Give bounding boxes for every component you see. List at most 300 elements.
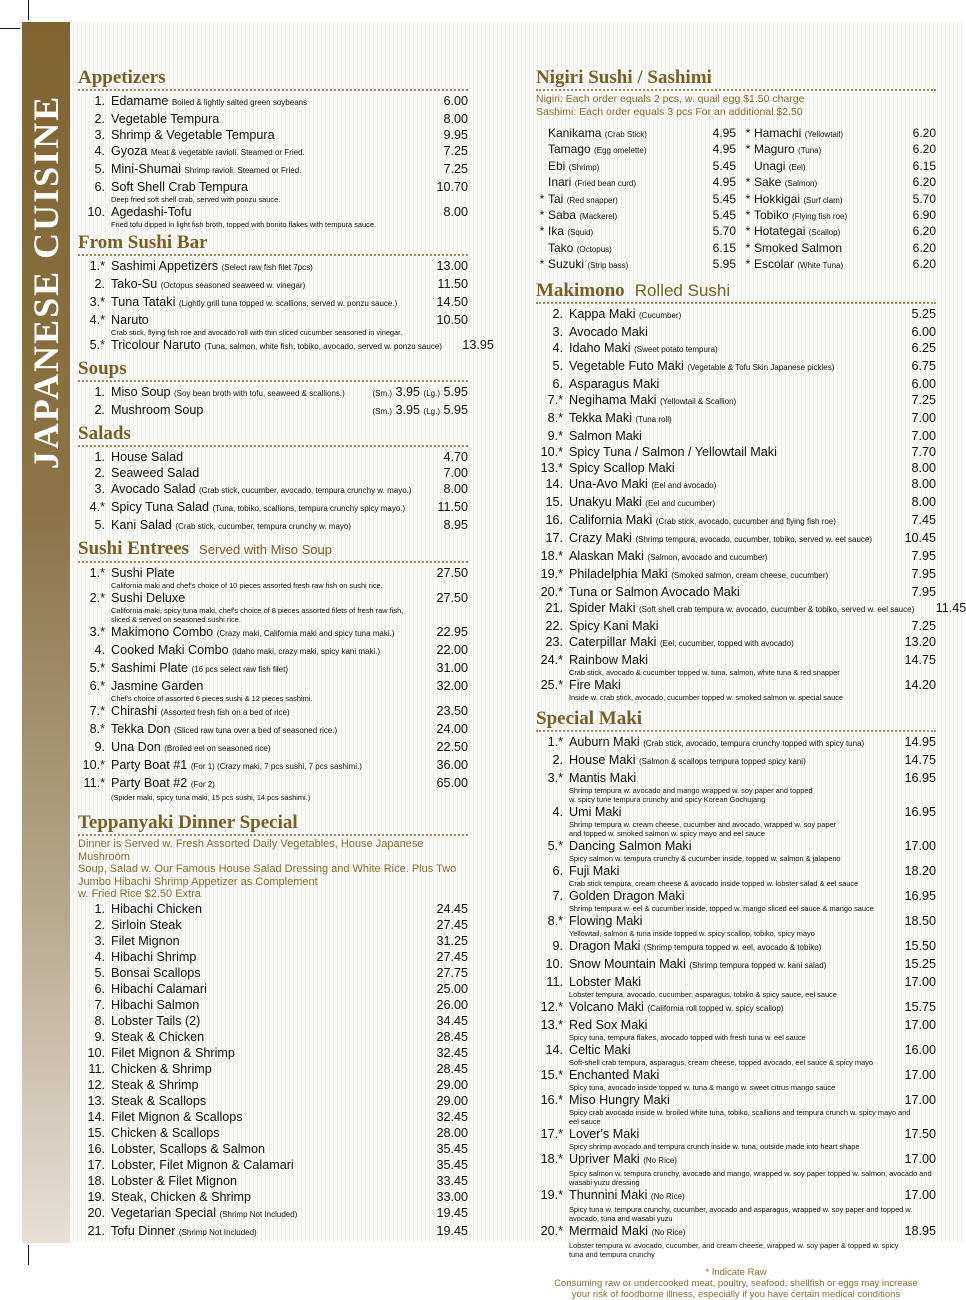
makimono-subtitle: Rolled Sushi <box>634 280 731 300</box>
item-price: 10.70 <box>436 180 468 194</box>
size-small-price: 3.95 <box>395 403 421 417</box>
menu-item <box>78 1029 468 1045</box>
appetizers-title: Appetizers <box>78 67 166 88</box>
item-price: 8.00 <box>911 494 936 509</box>
item-number: 3.* <box>89 295 105 309</box>
item-price: 18.95 <box>904 1223 936 1238</box>
menu-item <box>78 465 468 481</box>
item-number: 3.* <box>89 625 105 639</box>
item-price: 11.50 <box>437 500 468 514</box>
menu-item <box>536 956 936 974</box>
menu-item <box>536 1223 936 1241</box>
item-name-text: Sushi Deluxe <box>111 591 186 605</box>
nigiri-cell <box>536 142 736 158</box>
item-number: 15. <box>545 494 563 509</box>
item-name-text: Mantis Maki <box>569 770 637 785</box>
item-number: 8. <box>94 1013 105 1028</box>
item-name-text: Steak & Shrimp <box>111 1077 199 1092</box>
item-price: 17.00 <box>904 1017 936 1032</box>
menu-item <box>78 739 468 757</box>
item-name-text: House Maki <box>569 752 636 767</box>
item-name <box>111 757 418 775</box>
nigiri-name <box>754 126 901 142</box>
item-name <box>111 402 358 418</box>
item-description: (For 2) <box>190 780 215 789</box>
menu-item <box>78 1109 468 1125</box>
item-price: 8.00 <box>443 112 468 126</box>
item-name-text: Miso Hungry Maki <box>569 1092 670 1107</box>
nigiri-price: 4.95 <box>712 175 736 190</box>
nigiri-name <box>548 175 701 191</box>
item-name-text: Caterpillar Maki <box>569 634 657 649</box>
item-sizes <box>358 384 468 402</box>
raw-marker: * <box>539 257 545 272</box>
item-name <box>111 624 418 642</box>
nigiri-cell <box>536 126 736 142</box>
item-name <box>569 1092 884 1108</box>
item-number: 17. <box>545 530 563 545</box>
item-description: (Yellowtail & Scallion) <box>660 396 737 406</box>
item-number: 1.* <box>89 259 105 273</box>
menu-item <box>536 863 936 879</box>
raw-marker: * <box>745 224 751 239</box>
nigiri-price: 4.95 <box>712 126 736 140</box>
nigiri-row <box>536 208 936 224</box>
item-name <box>111 204 416 220</box>
item-name <box>111 933 416 949</box>
item-price: 7.45 <box>911 512 936 527</box>
item-description: (Vegetable & Tofu Skin Japanese pickles) <box>687 362 835 372</box>
menu-item <box>536 444 936 460</box>
salads-title: Salads <box>78 423 131 444</box>
item-name <box>111 1189 416 1205</box>
item-number: 1.* <box>547 734 563 749</box>
item-name <box>111 949 416 965</box>
item-number: 10. <box>87 1045 105 1060</box>
item-price: 8.00 <box>443 482 468 496</box>
item-name-text: Lobster Tails (2) <box>111 1013 201 1028</box>
item-number: 24.* <box>540 652 563 667</box>
item-number: 22. <box>545 618 563 633</box>
nigiri-desc: (Mackerel) <box>579 212 618 222</box>
band-title: JAPANESE CUISINE <box>26 94 66 470</box>
menu-item <box>78 294 468 312</box>
item-name <box>569 306 884 324</box>
nigiri-name-text: Tai <box>548 191 564 206</box>
item-name <box>569 530 884 548</box>
item-price: 32.45 <box>436 1109 468 1124</box>
item-detail: eel sauce <box>569 1116 601 1126</box>
item-number: 4. <box>94 144 105 158</box>
item-number: 6. <box>94 180 105 194</box>
item-number: 7. <box>94 997 105 1012</box>
item-number: 21. <box>545 600 563 615</box>
item-name <box>569 888 884 904</box>
menu-item <box>78 901 468 917</box>
item-number: 16. <box>545 512 563 527</box>
item-name-text: Lobster & Filet Mignon <box>111 1173 237 1188</box>
item-number: 5.* <box>89 661 105 675</box>
menu-item <box>536 340 936 358</box>
nigiri-name-text: Tako <box>548 240 574 255</box>
teppanyaki-dinner-special-section <box>78 812 468 1241</box>
menu-item <box>78 965 468 981</box>
item-name <box>111 739 418 757</box>
item-name <box>569 1151 884 1169</box>
item-description: (Eel and cucumber) <box>645 498 716 508</box>
item-name-text: Spicy Kani Maki <box>569 618 659 633</box>
sashimi-note: Sashimi: Each order equals 3 pcs For an additional $2.50 <box>536 105 803 118</box>
item-name <box>111 965 416 981</box>
item-name <box>111 1061 416 1077</box>
nigiri-cell <box>736 142 936 158</box>
nigiri-name-text: Ebi <box>548 158 566 173</box>
raw-marker <box>536 241 548 257</box>
item-name <box>111 565 418 581</box>
item-name-text: Rainbow Maki <box>569 652 649 667</box>
menu-item <box>536 410 936 428</box>
menu-item <box>536 530 936 548</box>
nigiri-name-text: Hokkigai <box>754 191 801 206</box>
item-price: 19.45 <box>436 1205 468 1220</box>
item-number: 8.* <box>89 722 105 736</box>
menu-item <box>78 933 468 949</box>
item-name <box>569 428 884 444</box>
nigiri-name-text: Tobiko <box>754 208 789 223</box>
warning-line: Consuming raw or undercooked meat, poultry, seafood, shellfish or eggs may increase <box>554 1277 918 1289</box>
item-name-text: Celtic Maki <box>569 1042 631 1057</box>
item-name <box>569 1067 884 1083</box>
item-number: 14. <box>545 1042 563 1057</box>
item-name <box>111 1045 416 1061</box>
nigiri-desc: (Surf clam) <box>803 195 843 205</box>
item-name <box>111 499 416 517</box>
from-sushi-bar-section <box>78 232 494 355</box>
item-price: 7.25 <box>911 618 936 633</box>
item-number: 3. <box>552 324 563 339</box>
menu-item <box>78 565 468 581</box>
item-number: 21. <box>87 1223 105 1238</box>
size-large-label: (Lg.) <box>423 389 440 398</box>
item-name <box>111 1157 416 1173</box>
item-name-text: California Maki <box>569 512 653 527</box>
item-price: 31.00 <box>436 661 468 675</box>
item-name <box>111 517 416 535</box>
item-price: 16.95 <box>904 804 936 819</box>
item-detail: Spicy tuna w. tempura crunchy, cucumber, avocado and asparagus, wrapped w. soy paper and topped w. <box>569 1204 913 1214</box>
item-name <box>569 444 884 460</box>
item-name-text: Kani Salad <box>111 518 172 532</box>
menu-item <box>536 358 936 376</box>
item-name-text: Thunnini Maki <box>569 1187 648 1202</box>
nigiri-cell <box>736 126 936 142</box>
item-number: 7.* <box>89 704 105 718</box>
item-name <box>569 804 884 820</box>
right-column <box>536 65 966 1300</box>
menu-item <box>78 1205 468 1223</box>
item-number: 11. <box>546 974 563 989</box>
item-name-text: Shrimp & Vegetable Tempura <box>111 128 275 142</box>
item-price: 17.00 <box>904 1067 936 1082</box>
item-number: 5.* <box>547 838 563 853</box>
item-price: 7.00 <box>443 466 468 480</box>
item-name <box>569 460 884 476</box>
item-price: 6.00 <box>911 376 936 391</box>
item-detail: w. spicy tune tempura crunchy and spicy Korean Gochujang <box>569 794 766 804</box>
item-number: 4. <box>552 340 563 355</box>
item-price: 13.00 <box>436 259 468 273</box>
item-description: (Select raw fish filet 7pcs) <box>221 263 313 272</box>
item-description: (Shrimp tempura, avocado, cucumber, tobiko, served w. eel sauce) <box>635 534 873 544</box>
item-name <box>111 93 416 111</box>
item-detail: Spicy shrimp avocado and tempura crunch inside w. tuna, outside made into heart shape <box>569 1141 860 1151</box>
item-name-text: Bonsai Scallops <box>111 965 201 980</box>
menu-item <box>78 312 468 328</box>
menu-item <box>78 1173 468 1189</box>
raw-marker: * <box>745 240 751 255</box>
item-detail: Shrimp tempura w. avocado and mango wrapped w. soy paper and topped <box>569 785 813 795</box>
item-number: 9. <box>552 938 563 953</box>
item-name <box>569 634 884 652</box>
item-name-text: Mini-Shumai <box>111 162 181 176</box>
item-description: (Cucumber) <box>639 310 682 320</box>
item-number: 15.* <box>540 1067 563 1082</box>
item-name <box>111 1093 416 1109</box>
item-name-text: Filet Mignon & Scallops <box>111 1109 243 1124</box>
item-number: 6. <box>94 981 105 996</box>
item-price: 31.25 <box>436 933 468 948</box>
item-name-text: Gyoza <box>111 144 148 158</box>
nigiri-price: 5.70 <box>712 224 736 239</box>
item-price: 27.45 <box>436 949 468 964</box>
item-name-text: Filet Mignon <box>111 933 180 948</box>
item-name <box>111 276 416 294</box>
nigiri-desc: (Eel) <box>788 162 806 172</box>
item-price: 25.00 <box>436 981 468 996</box>
item-description: (Soft shell crab tempura w. avocado, cucumber & tobiko, served w. eel sauce) <box>639 604 915 614</box>
menu-item <box>536 770 936 786</box>
item-description: (Eel and avocado) <box>651 480 717 490</box>
nigiri-price: 6.20 <box>912 257 936 272</box>
item-number: 2. <box>94 277 105 291</box>
item-name <box>111 449 416 465</box>
raw-marker: * <box>745 191 751 206</box>
soups-title: Soups <box>78 358 127 379</box>
nigiri-desc: (Strip bass) <box>587 261 629 271</box>
item-price: 24.00 <box>436 722 468 736</box>
item-price: 11.45 <box>935 600 966 615</box>
item-description: (For 1) (Crazy maki, 7 pcs sushi, 7 pcs sashimi.) <box>190 762 362 771</box>
item-price: 17.00 <box>904 1092 936 1107</box>
item-price: 7.25 <box>443 162 468 176</box>
item-number: 20.* <box>540 584 563 599</box>
item-name-text: Cooked Maki Combo <box>111 643 229 657</box>
item-name <box>569 752 884 770</box>
special-maki-title: Special Maki <box>536 707 643 729</box>
item-number: 19.* <box>540 1187 563 1202</box>
item-detail: avocado, tuna and wasabi yuzu <box>569 1213 673 1223</box>
raw-marker <box>742 159 754 175</box>
item-number: 9. <box>94 740 105 754</box>
item-name-text: Spicy Scallop Maki <box>569 460 675 475</box>
item-name <box>569 1017 884 1033</box>
nigiri-cell <box>536 241 736 257</box>
menu-item <box>536 634 936 652</box>
nigiri-price: 5.45 <box>712 191 736 206</box>
menu-item <box>536 652 936 668</box>
item-number: 10. <box>87 205 105 219</box>
item-name-text: Steak & Chicken <box>111 1029 205 1044</box>
menu-item <box>78 1077 468 1093</box>
nigiri-cell <box>536 224 736 240</box>
nigiri-name-text: Hotategai <box>754 224 806 239</box>
item-description: (No Rice) <box>650 1191 685 1201</box>
item-name-text: Vegetable Tempura <box>111 112 220 126</box>
item-name-text: Lobster Maki <box>569 974 642 989</box>
item-detail: Lobster tempura w. avocado, cucumber, and cream cheese, wrapped w. soy paper & topped w. spicy <box>569 1240 899 1250</box>
item-name-text: Fire Maki <box>569 677 621 692</box>
item-detail: Spicy salmon w. tempura crunchy, avocado and mango, wrapped w. soy paper topped w. salmon, avocado and <box>569 1168 932 1178</box>
menu-item <box>78 590 468 606</box>
item-name-text: Agedashi-Tofu <box>111 205 192 219</box>
item-number: 10.* <box>540 444 563 459</box>
item-name-text: Seaweed Salad <box>111 466 200 480</box>
menu-item <box>536 938 936 956</box>
nigiri-price: 5.95 <box>712 257 736 272</box>
item-price: 16.00 <box>904 1042 936 1057</box>
item-price: 34.45 <box>436 1013 468 1028</box>
menu-item <box>78 703 468 721</box>
item-name-text: Enchanted Maki <box>569 1067 660 1082</box>
item-name <box>569 1187 884 1205</box>
item-price: 14.75 <box>904 752 936 767</box>
item-number: 2.* <box>89 591 105 605</box>
item-description: (Crazy maki, California maki and spicy tuna maki.) <box>216 629 395 638</box>
item-number: 20.* <box>540 1223 563 1238</box>
nigiri-desc: (Scallop) <box>808 228 841 238</box>
from-sushi-bar-heading <box>78 232 468 256</box>
nigiri-cell <box>736 159 936 175</box>
item-name <box>111 981 416 997</box>
raw-marker: * <box>745 175 751 190</box>
item-price: 13.20 <box>904 634 936 649</box>
item-price: 10.50 <box>436 313 468 327</box>
item-name-text: Salmon Maki <box>569 428 642 443</box>
item-name <box>111 590 418 606</box>
nigiri-name <box>754 257 901 273</box>
item-name <box>569 1126 884 1142</box>
item-name-text: Jasmine Garden <box>111 679 204 693</box>
item-name <box>111 917 416 933</box>
item-price: 27.50 <box>436 566 468 580</box>
item-name-text: Auburn Maki <box>569 734 640 749</box>
item-name <box>111 660 418 678</box>
menu-item <box>78 93 468 111</box>
item-price: 4.70 <box>443 450 468 464</box>
item-detail: Shrimp tempura w. cream cheese, cucumber and avocado, wrapped w. soy paper <box>569 819 837 829</box>
item-price: 28.45 <box>436 1029 468 1044</box>
item-detail: (Spider maki, spicy tuna maki, 15 pcs sushi, 14 pcs sashimi.) <box>111 793 311 802</box>
nigiri-name <box>754 208 901 224</box>
nigiri-desc: (Tuna) <box>798 146 822 156</box>
item-number: 7. <box>552 888 563 903</box>
salads-heading <box>78 423 468 447</box>
item-detail: Spicy salmon w. tempura crunchy & cucumber inside, topped w. salmon & jalapeno <box>569 853 841 863</box>
item-number: 3. <box>94 482 105 496</box>
size-small-label: (Sm.) <box>372 389 393 398</box>
item-name <box>111 678 418 694</box>
item-name <box>111 642 418 660</box>
item-price: 22.95 <box>436 625 468 639</box>
nigiri-name-text: Hamachi <box>754 126 802 140</box>
size-large-price: 5.95 <box>443 385 468 399</box>
nigiri-desc: (Yellowtail) <box>804 130 844 139</box>
nigiri-name-text: Unagi <box>754 158 786 173</box>
item-name <box>569 974 884 990</box>
item-number: 2. <box>94 917 105 932</box>
item-name-text: Tuna Tataki <box>111 295 176 309</box>
item-name-text: Philadelphia Maki <box>569 566 668 581</box>
item-number: 17.* <box>540 1126 563 1141</box>
nigiri-row <box>536 257 936 273</box>
item-number: 16. <box>87 1141 105 1156</box>
nigiri-price: 6.15 <box>912 158 936 173</box>
nigiri-cell <box>736 208 936 224</box>
nigiri-grid <box>536 126 936 274</box>
item-name-text: Lobster, Scallops & Salmon <box>111 1141 266 1156</box>
sushi-entrees-section <box>78 538 468 802</box>
nigiri-name <box>548 159 701 175</box>
item-detail: California maki, spicy tuna maki, chef's choice of 8 pieces assorted filets of fresh raw fish, <box>111 606 404 615</box>
item-price: 33.45 <box>436 1173 468 1188</box>
item-name <box>569 600 914 618</box>
item-name-text: Avocado Maki <box>569 324 648 339</box>
menu-item <box>536 1042 936 1058</box>
nigiri-name-text: Escolar <box>754 257 795 272</box>
item-name-text: Umi Maki <box>569 804 622 819</box>
item-name <box>111 1125 416 1141</box>
item-number: 10.* <box>82 758 105 772</box>
item-price: 15.50 <box>904 938 936 953</box>
nigiri-price: 6.90 <box>912 208 936 223</box>
menu-item <box>536 913 936 929</box>
item-name-text: Mushroom Soup <box>111 403 204 417</box>
intro-line: Soup, Salad w. Our Famous House Salad Dressing and White Rice. Plus Two <box>78 863 457 875</box>
nigiri-desc: (Red snapper) <box>566 195 618 205</box>
menu-item <box>78 660 468 678</box>
item-price: 27.75 <box>436 965 468 980</box>
item-detail: Crab stick tempura, cream cheese & avocado inside topped w. lobster salad & eel sauce <box>569 878 859 888</box>
item-price: 17.00 <box>904 1187 936 1202</box>
nigiri-price: 6.15 <box>712 240 736 255</box>
menu-item <box>78 642 468 660</box>
item-number: 5. <box>552 358 563 373</box>
menu-item <box>536 1017 936 1033</box>
item-number: 3.* <box>547 770 563 785</box>
item-name-text: Chicken & Scallops <box>111 1125 220 1140</box>
item-name <box>111 1077 416 1093</box>
item-detail: sliced & served on seasoned sushi rice. <box>111 615 241 624</box>
item-number: 2. <box>94 403 105 417</box>
soups-heading <box>78 358 468 382</box>
raw-marker: * <box>745 142 751 157</box>
nigiri-title: Nigiri Sushi / Sashimi <box>536 67 712 88</box>
nigiri-price: 6.20 <box>912 142 936 157</box>
item-price: 19.45 <box>436 1223 468 1238</box>
menu-item <box>536 584 936 600</box>
item-price: 18.20 <box>904 863 936 878</box>
item-name <box>111 775 418 793</box>
